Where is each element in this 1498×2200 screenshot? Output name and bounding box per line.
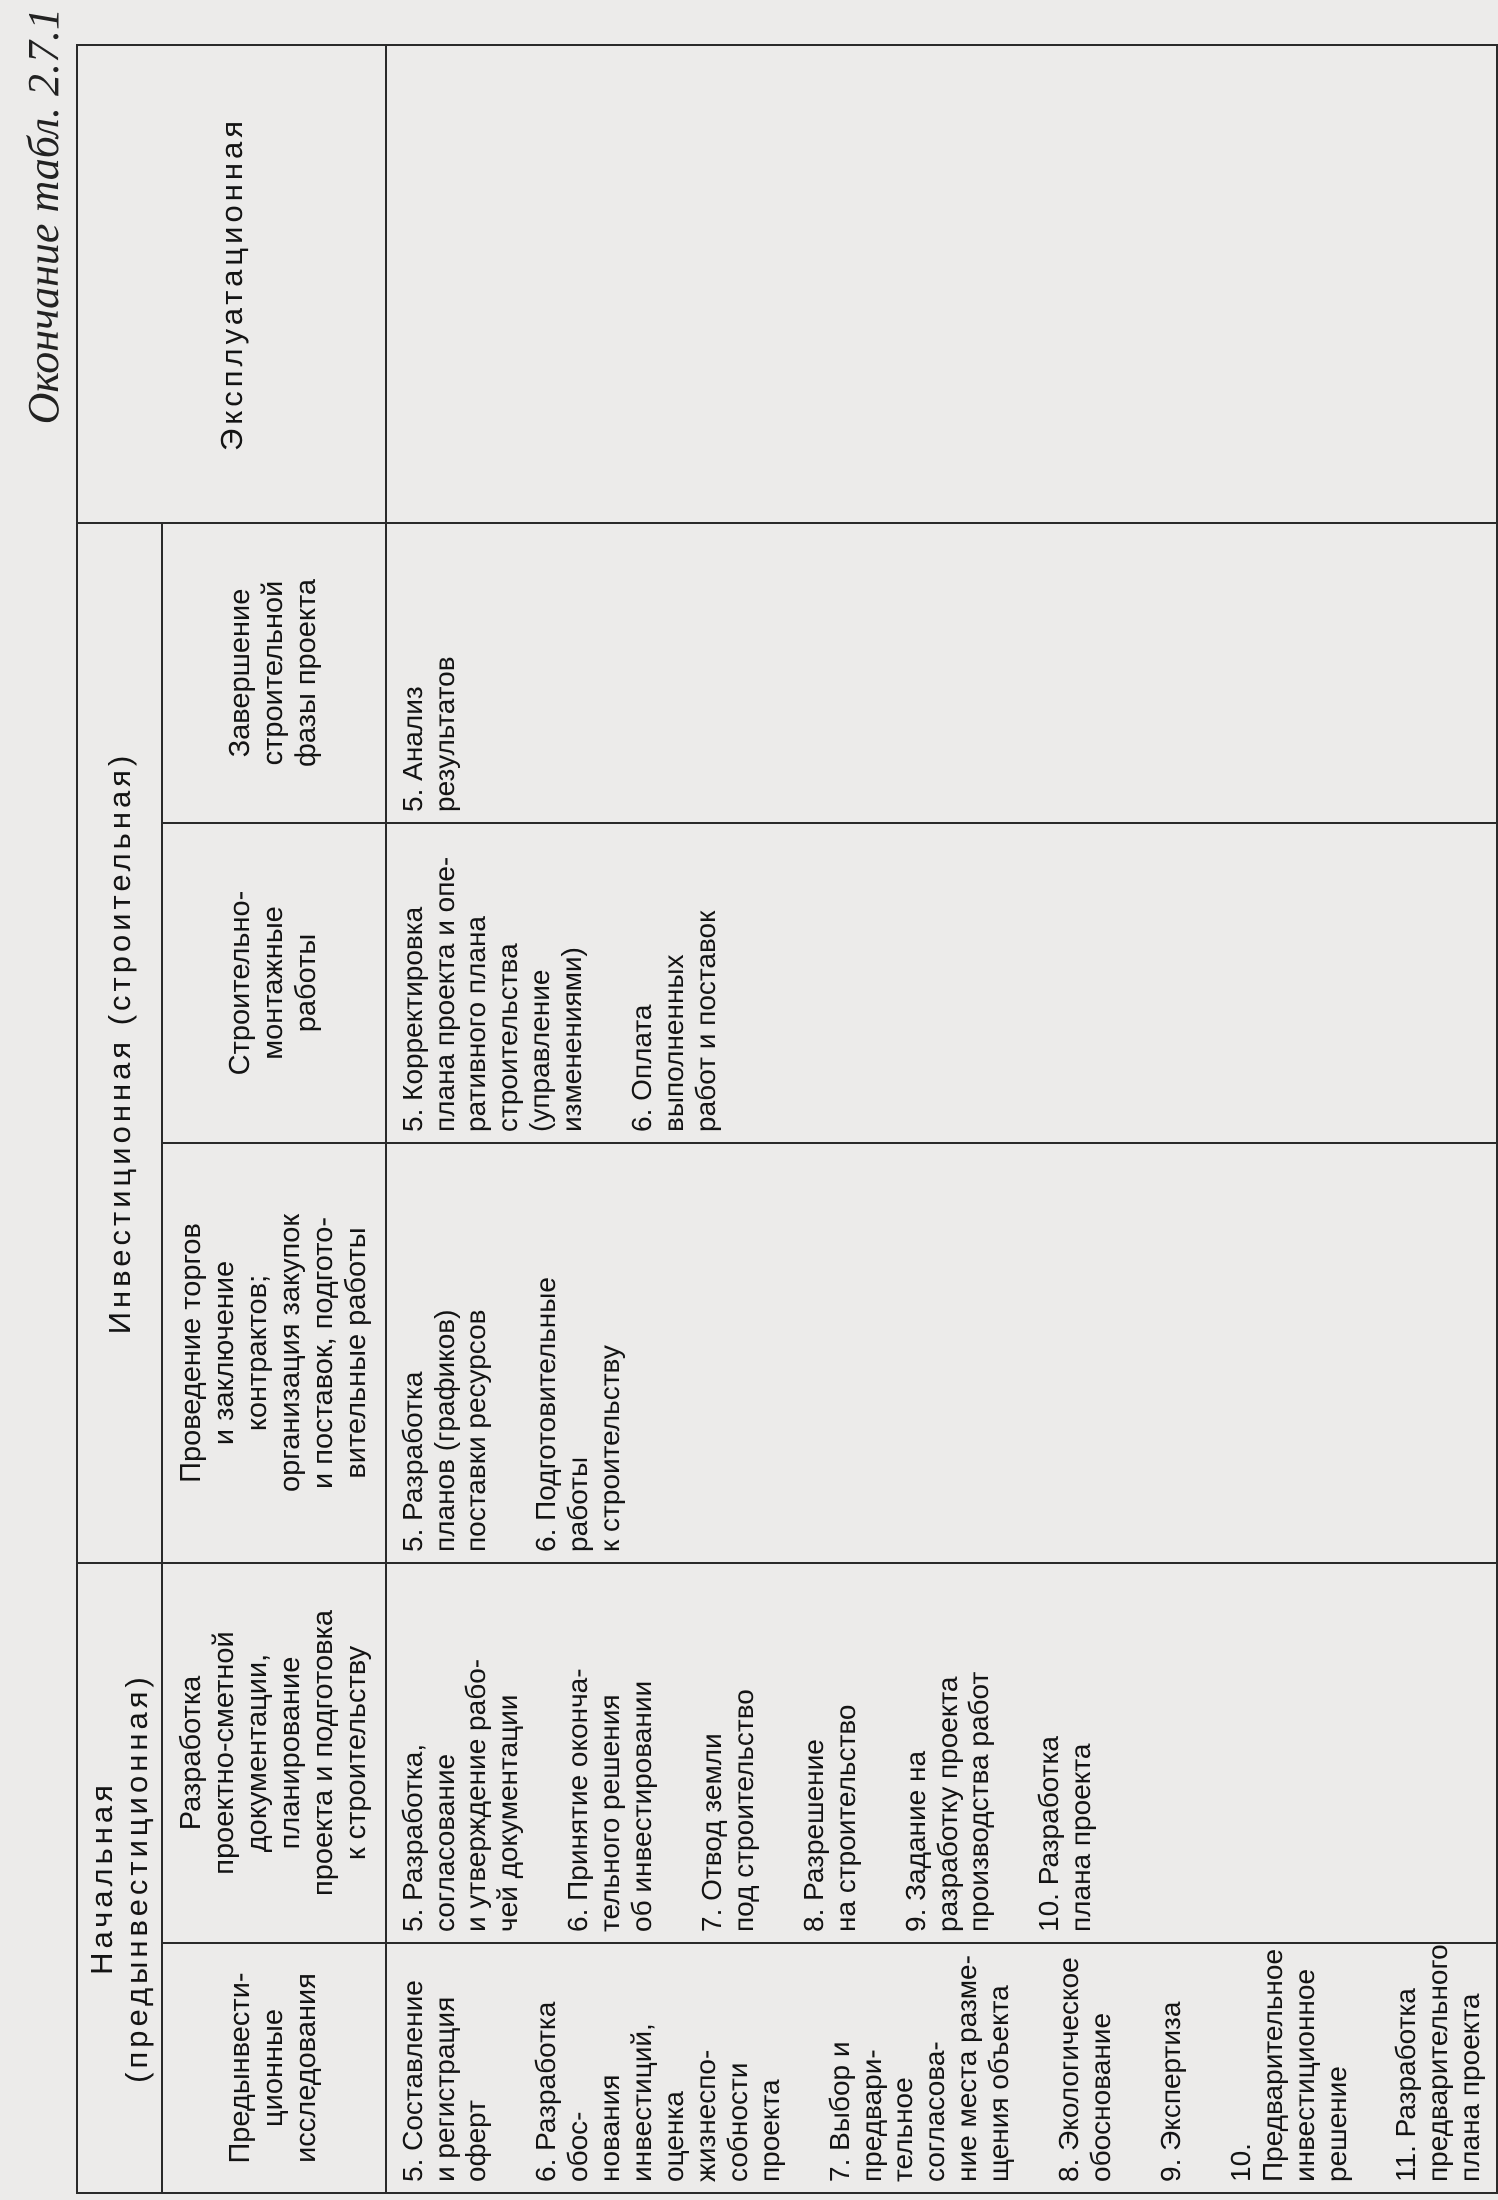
header-preinvest-text: Предынвести- ционные исследования [224, 1972, 323, 2164]
header-construction-text: Строительно- монтажные работы [224, 890, 323, 1076]
cell-item: 6. Разработка обос- нования инвестиций, оценка жизнеспо- собности проекта [530, 2001, 785, 2182]
cells-construction [386, 823, 1497, 1143]
cell-item: 5. Корректировка плана проекта и опе- ративного плана строительства (управление изменениями) [396, 856, 588, 1132]
cells-operation [386, 45, 1497, 523]
cell-item: 6. Подготовительные работы к строительству [530, 1277, 626, 1552]
cell-item: 10. Разработка плана проекта [1033, 1736, 1097, 1932]
header-tenders-text: Проведение торгов и заключение контрактов; организация закупок и поставок, подгото- вительные работы [174, 1213, 372, 1492]
cell-item: 9. Экспертиза [1154, 2001, 1186, 2182]
phase-initial: Начальная (предынвестиционная) [77, 1563, 162, 2193]
cell-item: 8. Экологическое обоснование [1053, 1957, 1116, 2182]
cell-item: 5. Разработка, согласование и утверждение рабо- чей документации [396, 1658, 524, 1932]
cell-item: 6. Оплата выполненных работ и поставок [626, 910, 721, 1132]
header-construction [162, 823, 386, 1143]
cells-preinvest [386, 1943, 1497, 2193]
cell-item: 9. Задание на разработку проекта производства работ [899, 1671, 995, 1932]
header-design [162, 1563, 386, 1943]
cell-item: 5. Составление и регистрация оферт [396, 1980, 492, 2182]
cell-item: 5. Анализ результатов [396, 656, 460, 812]
project-phases-table [76, 44, 1498, 2194]
phase-investment: Инвестиционная (строительная) [77, 523, 162, 1563]
cell-item: 6. Принятие оконча- тельного решения об инвестировании [562, 1668, 658, 1932]
header-preinvest [162, 1943, 386, 2193]
header-design-text: Разработка проектно-сметной документации, планирование проекта и подготовка к строительству [174, 1610, 372, 1896]
header-tenders [162, 1143, 386, 1563]
header-completion-text: Завершение строительной фазы проекта [224, 578, 323, 768]
cells-tenders [386, 1143, 1497, 1563]
header-completion [162, 523, 386, 823]
cell-item: 7. Выбор и предвари- тельное согласова- ние места разме- щения объекта [823, 1955, 1015, 2182]
cells-completion [386, 523, 1497, 823]
cell-item: 8. Разрешение на строительство [797, 1704, 861, 1932]
cell-item: 5. Разработка планов (графиков) поставки ресурсов [396, 1309, 492, 1552]
table-caption: Окончание табл. 2.7.1 [19, 8, 68, 425]
phase-operation: Эксплуатационная [77, 45, 386, 523]
cell-item: 7. Отвод земли под строительство [696, 1689, 759, 1932]
cells-design [386, 1563, 1497, 1943]
cell-item: 10. Предварительное инвестиционное решение [1224, 1948, 1352, 2182]
cell-item: 11. Разработка предварительного плана проекта [1390, 1944, 1486, 2182]
